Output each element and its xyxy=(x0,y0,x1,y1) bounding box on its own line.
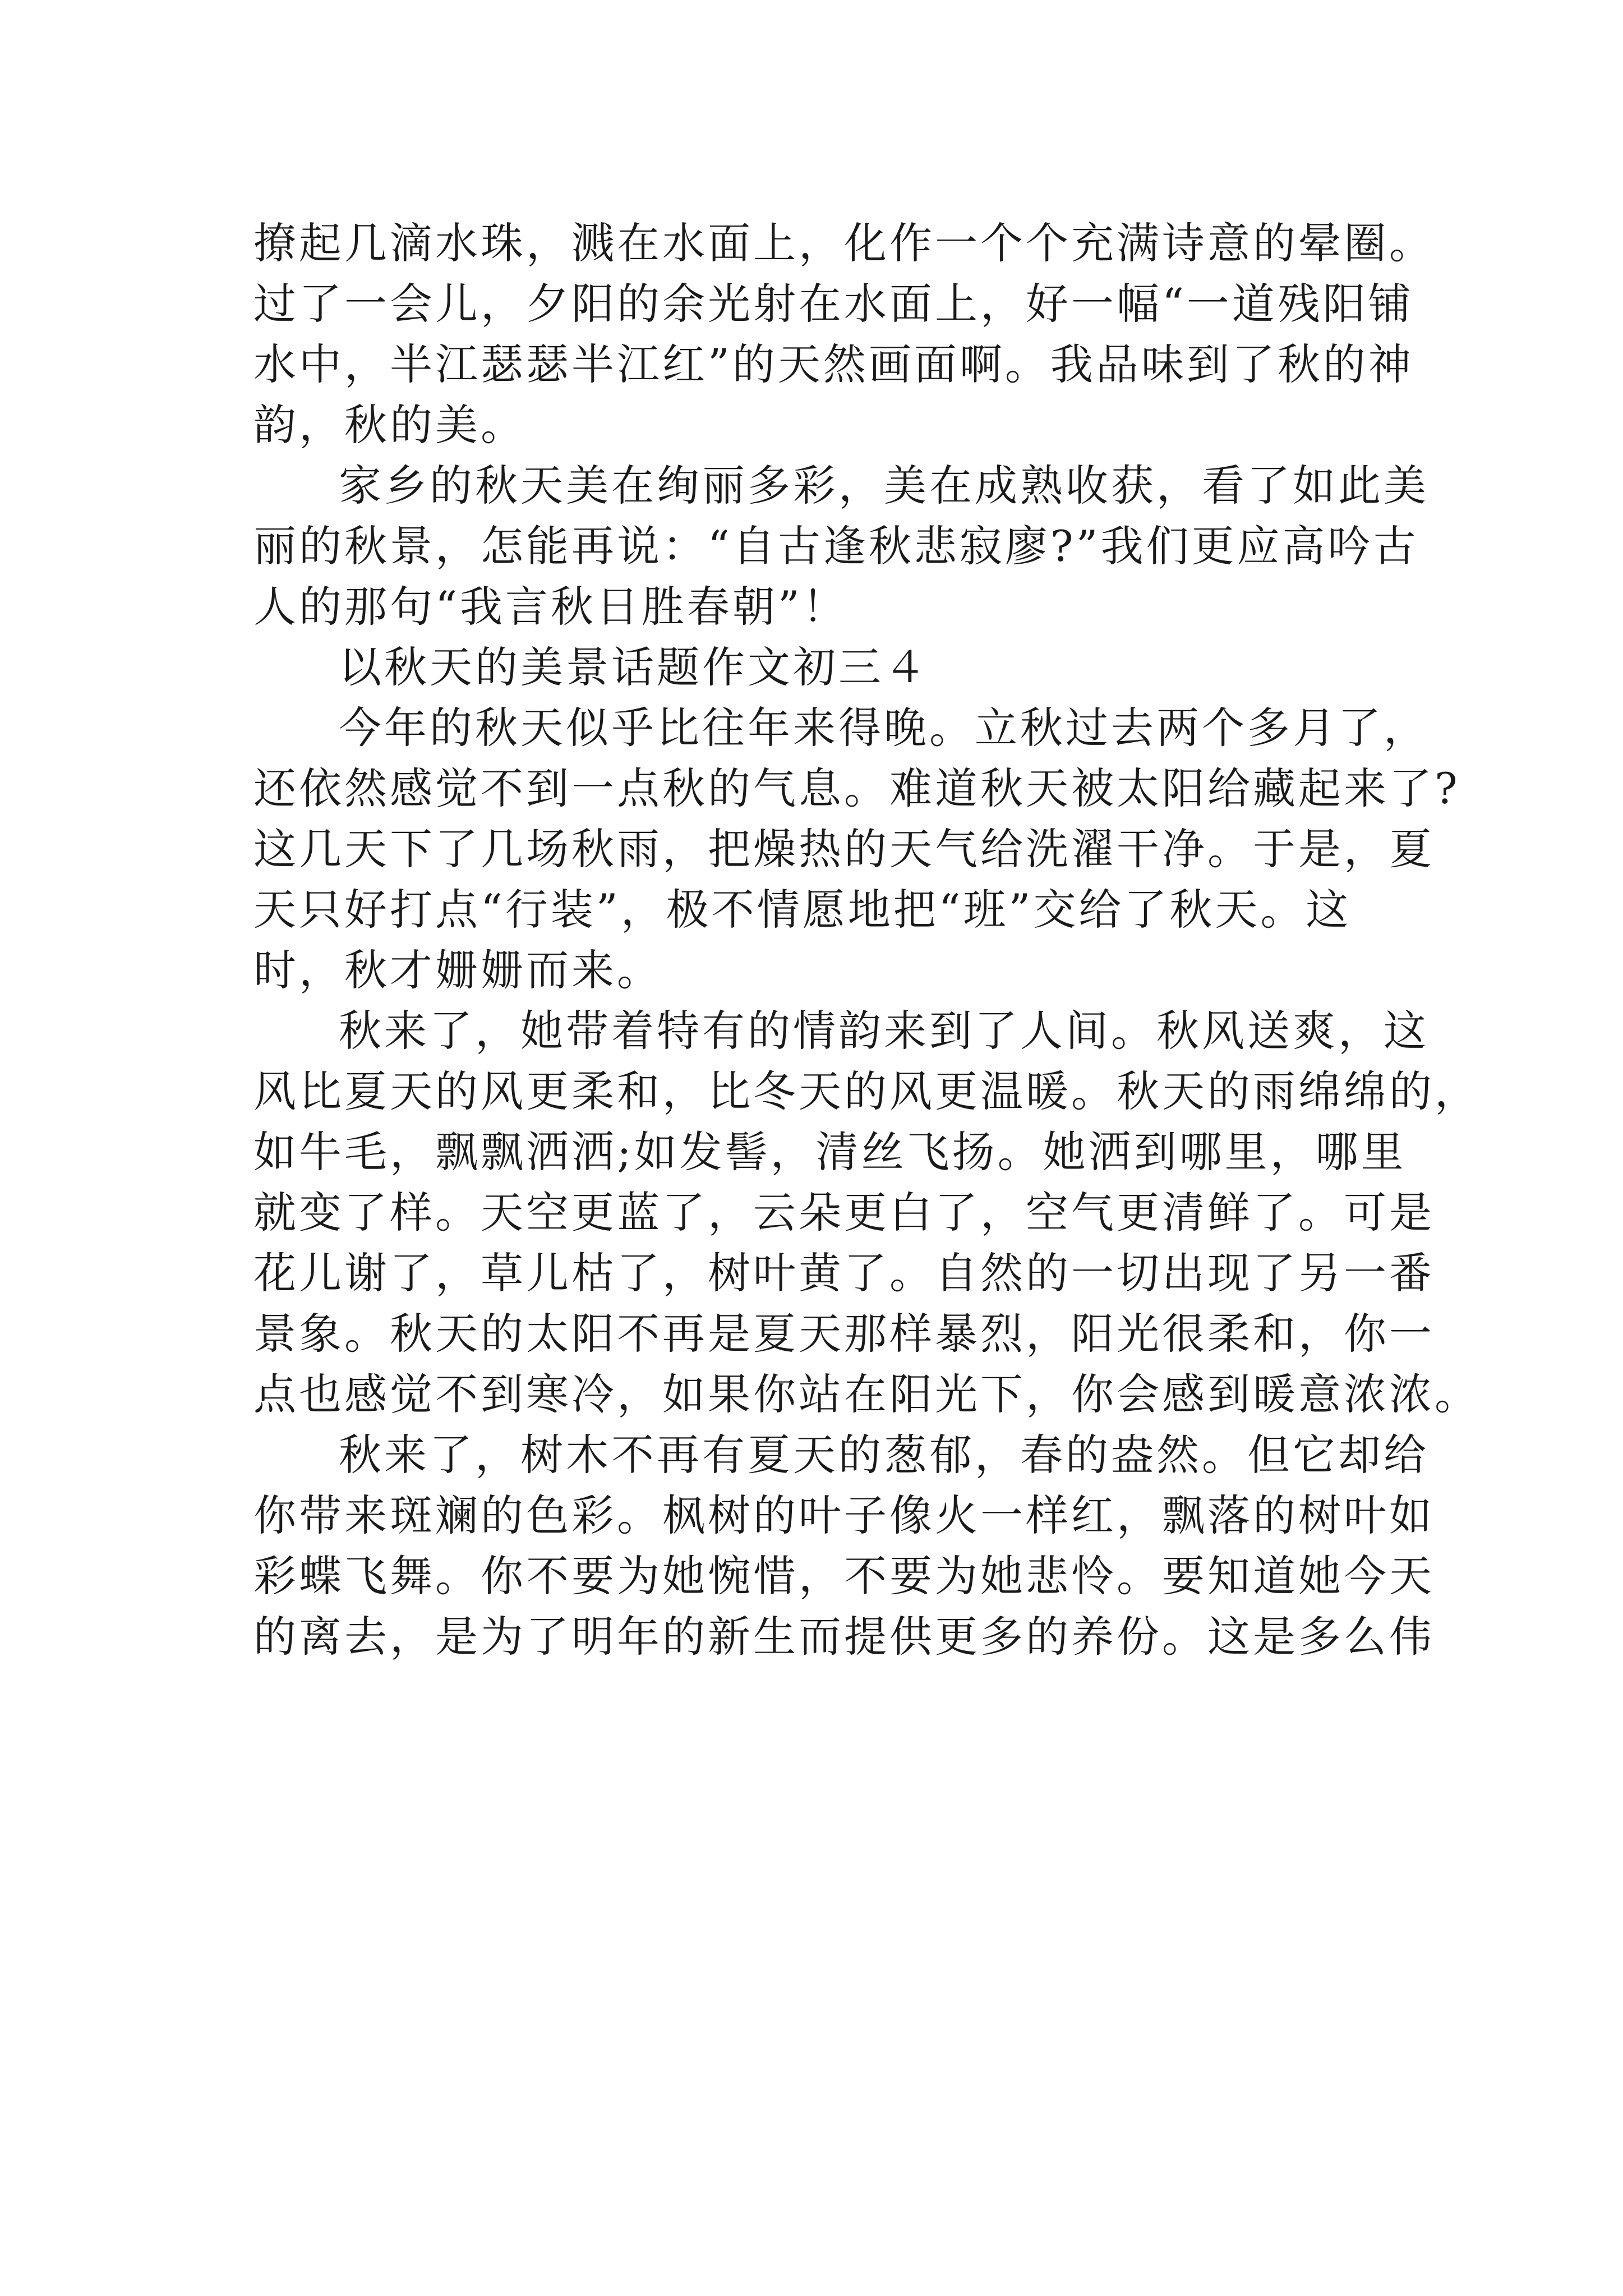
body-text xyxy=(253,213,1480,1667)
text-line: 韵，秋的美。 xyxy=(253,400,526,450)
text-line: 过了一会儿，夕阳的余光射在水面上，好一幅“一道残阳铺 xyxy=(253,279,1414,329)
text-line: 天只好打点“行装”，极不情愿地把“班”交给了秋天。这 xyxy=(253,885,1352,935)
text-line: 就变了样。天空更蓝了，云朵更白了，空气更清鲜了。可是 xyxy=(253,1188,1435,1237)
text-line: 点也感觉不到寒冷，如果你站在阳光下，你会感到暖意浓浓。 xyxy=(253,1369,1480,1419)
text-line: 还依然感觉不到一点秋的气息。难道秋天被太阳给藏起来了? xyxy=(253,763,1460,813)
text-line: 人的那句“我言秋日胜春朝”！ xyxy=(253,582,848,632)
paragraph-start-line: 家乡的秋天美在绚丽多彩，美在成熟收获，看了如此美 xyxy=(339,461,1429,510)
text-line: 这几天下了几场秋雨，把燥热的天气给洗濯干净。于是，夏 xyxy=(253,824,1435,874)
text-line: 风比夏天的风更柔和，比冬天的风更温暖。秋天的雨绵绵的， xyxy=(253,1066,1480,1116)
paragraph-start-line: 今年的秋天似乎比往年来得晚。立秋过去两个多月了， xyxy=(339,703,1429,753)
text-line: 景象。秋天的太阳不再是夏天那样暴烈，阳光很柔和，你一 xyxy=(253,1309,1435,1359)
text-line: 撩起几滴水珠，溅在水面上，化作一个个充满诗意的晕圈。 xyxy=(253,218,1435,268)
text-line: 的离去，是为了明年的新生而提供更多的养份。这是多么伟 xyxy=(253,1612,1435,1662)
text-line: 花儿谢了，草儿枯了，树叶黄了。自然的一切出现了另一番 xyxy=(253,1248,1435,1298)
paragraph-start-line: 秋来了，树木不再有夏天的葱郁，春的盎然。但它却给 xyxy=(339,1430,1429,1480)
text-line: 如牛毛，飘飘洒洒;如发髻，清丝飞扬。她洒到哪里，哪里 xyxy=(253,1127,1407,1177)
text-line: 丽的秋景，怎能再说：“自古逢秋悲寂廖?”我们更应高吟古 xyxy=(253,521,1419,571)
text-line: 你带来斑斓的色彩。枫树的叶子像火一样红，飘落的树叶如 xyxy=(253,1490,1435,1540)
text-line: 时，秋才姗姗而来。 xyxy=(253,945,662,995)
text-line: 彩蝶飞舞。你不要为她惋惜，不要为她悲怜。要知道她今天 xyxy=(253,1551,1435,1601)
section-heading: 以秋天的美景话题作文初三４ xyxy=(339,642,929,692)
paragraph-start-line: 秋来了，她带着特有的情韵来到了人间。秋风送爽，这 xyxy=(339,1006,1429,1056)
text-line: 水中，半江瑟瑟半江红”的天然画面啊。我品味到了秋的神 xyxy=(253,339,1414,389)
